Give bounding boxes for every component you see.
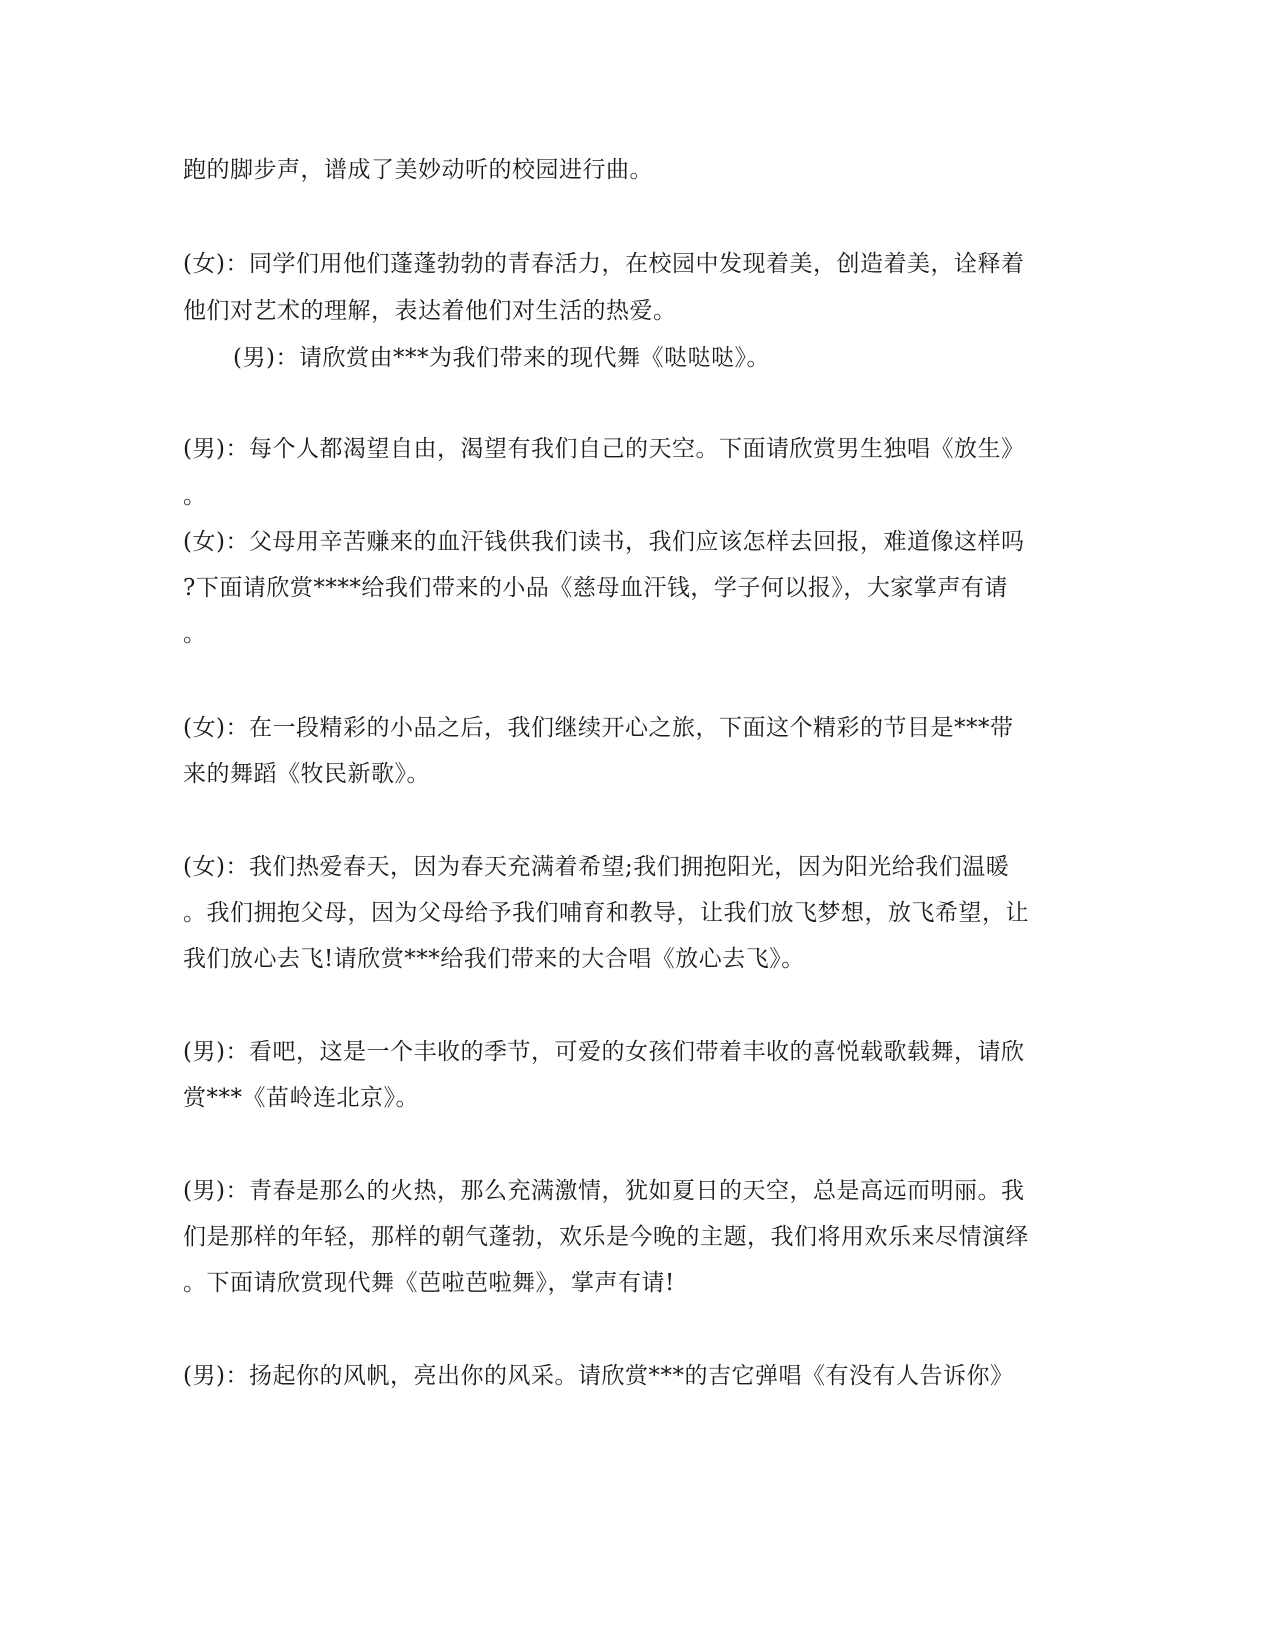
- text-line: 他们对艺术的理解，表达着他们对生活的热爱。: [183, 298, 677, 324]
- text-line: 。: [183, 483, 207, 509]
- text-line: 。: [183, 621, 207, 647]
- text-line: (男)：看吧，这是一个丰收的季节，可爱的女孩们带着丰收的喜悦载歌载舞，请欣: [183, 1039, 1025, 1065]
- text-line: 我们放心去飞!请欣赏***给我们带来的大合唱《放心去飞》。: [183, 946, 805, 972]
- text-line: (女)：同学们用他们蓬蓬勃勃的青春活力，在校园中发现着美，创造着美，诠释着: [183, 251, 1025, 277]
- text-line: (男)：青春是那么的火热，那么充满激情，犹如夏日的天空，总是高远而明丽。我: [183, 1178, 1025, 1204]
- text-line: (男)：请欣赏由***为我们带来的现代舞《哒哒哒》。: [233, 345, 770, 371]
- text-line: 们是那样的年轻，那样的朝气蓬勃，欢乐是今晚的主题，我们将用欢乐来尽情演绎: [183, 1224, 1029, 1250]
- text-line: 跑的脚步声，谱成了美妙动听的校园进行曲。: [183, 157, 653, 183]
- text-line: (女)：在一段精彩的小品之后，我们继续开心之旅，下面这个精彩的节目是***带: [183, 715, 1014, 741]
- text-line: (女)：父母用辛苦赚来的血汗钱供我们读书，我们应该怎样去回报，难道像这样吗: [183, 529, 1025, 555]
- text-line: 来的舞蹈《牧民新歌》。: [183, 761, 430, 787]
- text-line: ?下面请欣赏****给我们带来的小品《慈母血汗钱，学子何以报》，大家掌声有请: [183, 575, 1008, 601]
- text-line: (女)：我们热爱春天，因为春天充满着希望;我们拥抱阳光，因为阳光给我们温暖: [183, 854, 1010, 880]
- text-line: (男)：每个人都渴望自由，渴望有我们自己的天空。下面请欣赏男生独唱《放生》: [183, 436, 1025, 462]
- text-line: 赏***《苗岭连北京》。: [183, 1085, 419, 1111]
- text-line: (男)：扬起你的风帆，亮出你的风采。请欣赏***的吉它弹唱《有没有人告诉你》: [183, 1363, 1014, 1389]
- text-line: 。我们拥抱父母，因为父母给予我们哺育和教导，让我们放飞梦想，放飞希望，让: [183, 900, 1029, 926]
- text-line: 。下面请欣赏现代舞《芭啦芭啦舞》，掌声有请!: [183, 1270, 675, 1296]
